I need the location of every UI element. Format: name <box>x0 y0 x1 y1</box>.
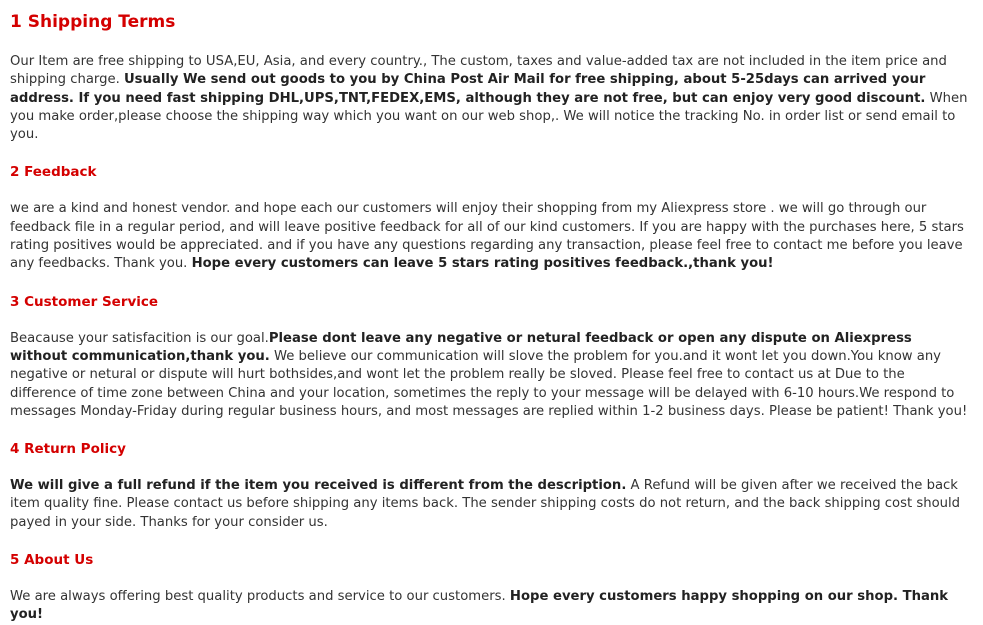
shipping-terms-emphasis: Usually We send out goods to you by China Post Air Mail for free shipping, about 5-25days can arrived your address. If you need fast shipping DHL,UPS,TNT,FEDEX,EMS, although they are not free, but can enjoy very good discount. <box>10 72 926 106</box>
shipping-terms-heading: 1 Shipping Terms <box>10 12 176 32</box>
feedback-body <box>10 200 971 273</box>
feedback-emphasis: Hope every customers can leave 5 stars rating positives feedback.,thank you! <box>191 256 774 272</box>
shipping-terms-body <box>10 53 971 144</box>
shipping-terms-text: Our Item are free shipping to USA,EU, Asia, and every country., The custom, taxes and value-added tax are not included in the item price and shipping charge. <box>10 54 947 88</box>
section-shipping-terms <box>10 10 971 144</box>
return-policy-body <box>10 477 971 532</box>
return-policy-heading: 4 Return Policy <box>10 441 126 458</box>
return-policy-text: A Refund will be given after we received the back item quality fine. Please contact us before shipping any items back. The sender shipping costs do not return, and the back shipping cost should payed in your side. Thanks for your consider us. <box>10 478 961 530</box>
about-us-heading: 5 About Us <box>10 552 94 569</box>
about-us-emphasis: Hope every customers happy shopping on our shop. Thank you! <box>10 589 949 623</box>
customer-service-emphasis: Please dont leave any negative or netural feedback or open any dispute on Aliexpress without communication,thank you. <box>10 330 912 364</box>
feedback-heading: 2 Feedback <box>10 164 97 181</box>
feedback-text: we are a kind and honest vendor. and hope each our customers will enjoy their shopping from my Aliexpress store . we will go through our feedback file in a regular period, and will leave positive feedback for all of our kind customers. If you are happy with the purchases here, 5 stars rating positives would be appreciated. and if you have any questions regarding any transaction, please feel free to contact me before you leave any feedbacks. Thank you. <box>10 201 964 272</box>
about-us-body <box>10 588 971 625</box>
shipping-terms-text: When you make order,please choose the shipping way which you want on our web shop,. We will notice the tracking No. in order list or send email to you. <box>10 90 968 143</box>
customer-service-body <box>10 330 971 421</box>
return-policy-emphasis: We will give a full refund if the item you received is different from the description. <box>10 478 627 494</box>
about-us-text: We are always offering best quality products and service to our customers. <box>10 589 510 605</box>
section-about-us <box>10 550 971 625</box>
section-return-policy <box>10 439 971 532</box>
section-feedback <box>10 162 971 273</box>
customer-service-text: Beacause your satisfacition is our goal. <box>10 330 269 346</box>
section-customer-service <box>10 292 971 421</box>
customer-service-heading: 3 Customer Service <box>10 293 159 310</box>
customer-service-text: We believe our communication will slove the problem for you.and it wont let you down.You know any negative or netural or dispute will hurt bothsides,and wont let the problem really be sloved. Please feel free to contact us at Due to the difference of time zone between China and your location, sometimes the reply to your message will be delayed with 6-10 hours.We respond to messages Monday-Friday during regular business hours, and most messages are replied within 1-2 business days. Please be patient! Thank you! <box>10 348 968 419</box>
